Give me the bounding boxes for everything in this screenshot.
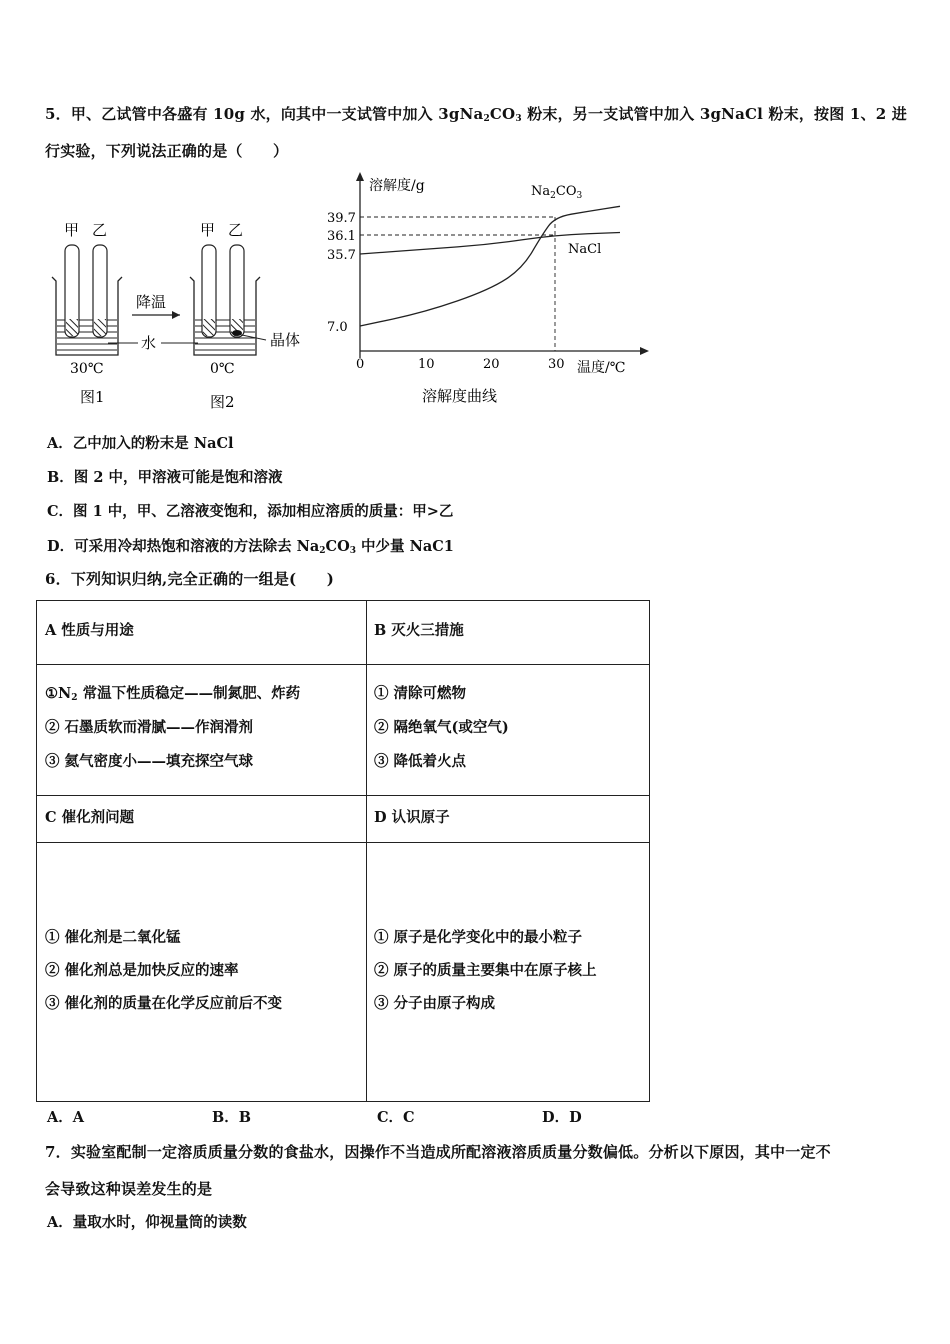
solubility-chart bbox=[325, 168, 655, 413]
y-axis-arrow-icon bbox=[356, 172, 364, 181]
water-label: 水 bbox=[141, 334, 157, 352]
y-tick-label: 39.7 bbox=[327, 211, 356, 226]
c-item-2: ② 催化剂总是加快反应的速率 bbox=[45, 962, 239, 979]
x-tick-label: 20 bbox=[483, 357, 500, 372]
q5-option-b[interactable]: B．图 2 中，甲溶液可能是饱和溶液 bbox=[47, 469, 283, 486]
x-axis-label: 温度/℃ bbox=[577, 360, 626, 376]
q7-option-a[interactable]: A．量取水时，仰视量筒的读数 bbox=[47, 1214, 247, 1231]
q5-stem-line2: 行实验，下列说法正确的是（ ） bbox=[45, 142, 289, 160]
q5-stem-line1: 5．甲、乙试管中各盛有 10g 水，向其中一支试管中加入 $3gNa_2CO_3$ 粉末，另一支试管中加入 3gNaCl 粉末，按图 1、2 进 bbox=[45, 105, 907, 124]
fig2-caption: 图2 bbox=[210, 393, 235, 411]
na2co3-curve bbox=[360, 206, 620, 326]
q5-option-d[interactable]: D．可采用冷却热饱和溶液的方法除去 $Na_2CO_3$ 中少量 NaC1 bbox=[47, 538, 454, 556]
q7-stem-line1: 7．实验室配制一定溶质质量分数的食盐水，因操作不当造成所配溶液溶质质量分数偏低。分析以下原因，其中一定不 bbox=[45, 1143, 831, 1161]
cool-arrow-icon bbox=[172, 311, 180, 319]
q6-answer-a[interactable]: A．A bbox=[47, 1109, 85, 1126]
crystal-deposit bbox=[232, 330, 242, 336]
q6-answer-b[interactable]: B．B bbox=[212, 1109, 252, 1126]
b-item-3: ③ 降低着火点 bbox=[374, 753, 467, 770]
d-item-1: ① 原子是化学变化中的最小粒子 bbox=[374, 929, 583, 946]
x-tick-label: 10 bbox=[418, 357, 435, 372]
na2co3-label: $Na_2CO_3$ bbox=[531, 184, 583, 201]
b-item-2: ② 隔绝氧气(或空气) bbox=[374, 719, 509, 736]
cell-b-head: B 灭火三措施 bbox=[374, 622, 464, 639]
y-tick-label: 35.7 bbox=[327, 248, 356, 263]
fig1-jia-label: 甲 bbox=[64, 221, 80, 239]
x-axis-arrow-icon bbox=[640, 347, 649, 355]
cell-c-head: C 催化剂问题 bbox=[45, 809, 135, 826]
c-item-3: ③ 催化剂的质量在化学反应前后不变 bbox=[45, 995, 283, 1012]
q7-stem-line2: 会导致这种误差发生的是 bbox=[45, 1180, 213, 1198]
q5-option-c[interactable]: C．图 1 中，甲、乙溶液变饱和，添加相应溶质的质量：甲>乙 bbox=[47, 503, 454, 520]
chart-title: 溶解度曲线 bbox=[422, 387, 498, 405]
fig2-jia-label: 甲 bbox=[200, 221, 216, 239]
q6-table bbox=[36, 600, 650, 1102]
fig1-caption: 图1 bbox=[80, 388, 105, 406]
crystal-label: 晶体 bbox=[270, 331, 301, 349]
a-item-3: ③ 氦气密度小——填充探空气球 bbox=[45, 753, 254, 770]
nacl-label: NaCl bbox=[568, 242, 602, 257]
cool-label: 降温 bbox=[136, 293, 167, 311]
cell-d-head: D 认识原子 bbox=[374, 809, 450, 826]
q5-option-a[interactable]: A．乙中加入的粉末是 NaCl bbox=[47, 435, 234, 452]
fig1-yi-label: 乙 bbox=[92, 221, 108, 239]
y-tick-label: 36.1 bbox=[327, 229, 356, 244]
x-tick-label: 0 bbox=[356, 357, 365, 372]
temp-0: 0℃ bbox=[210, 361, 235, 377]
y-axis-label: 溶解度/g bbox=[369, 178, 425, 194]
q6-answer-d[interactable]: D．D bbox=[542, 1109, 582, 1126]
cell-a-head: A 性质与用途 bbox=[45, 622, 134, 639]
d-item-3: ③ 分子由原子构成 bbox=[374, 995, 496, 1012]
temp-30: 30℃ bbox=[70, 361, 104, 377]
x-tick-label: 30 bbox=[548, 357, 565, 372]
q6-stem: 6．下列知识归纳,完全正确的一组是( ) bbox=[45, 570, 335, 588]
a-item-1: $①N_2$ 常温下性质稳定——制氮肥、炸药 bbox=[45, 685, 301, 703]
d-item-2: ② 原子的质量主要集中在原子核上 bbox=[374, 962, 597, 979]
fig2-yi-label: 乙 bbox=[228, 221, 244, 239]
a-item-2: ② 石墨质软而滑腻——作润滑剂 bbox=[45, 719, 254, 736]
y-tick-label: 7.0 bbox=[327, 320, 348, 335]
q6-answer-c[interactable]: C．C bbox=[377, 1109, 415, 1126]
b-item-1: ① 清除可燃物 bbox=[374, 685, 467, 702]
test-tube-figure bbox=[40, 215, 330, 415]
c-item-1: ① 催化剂是二氧化锰 bbox=[45, 929, 181, 946]
